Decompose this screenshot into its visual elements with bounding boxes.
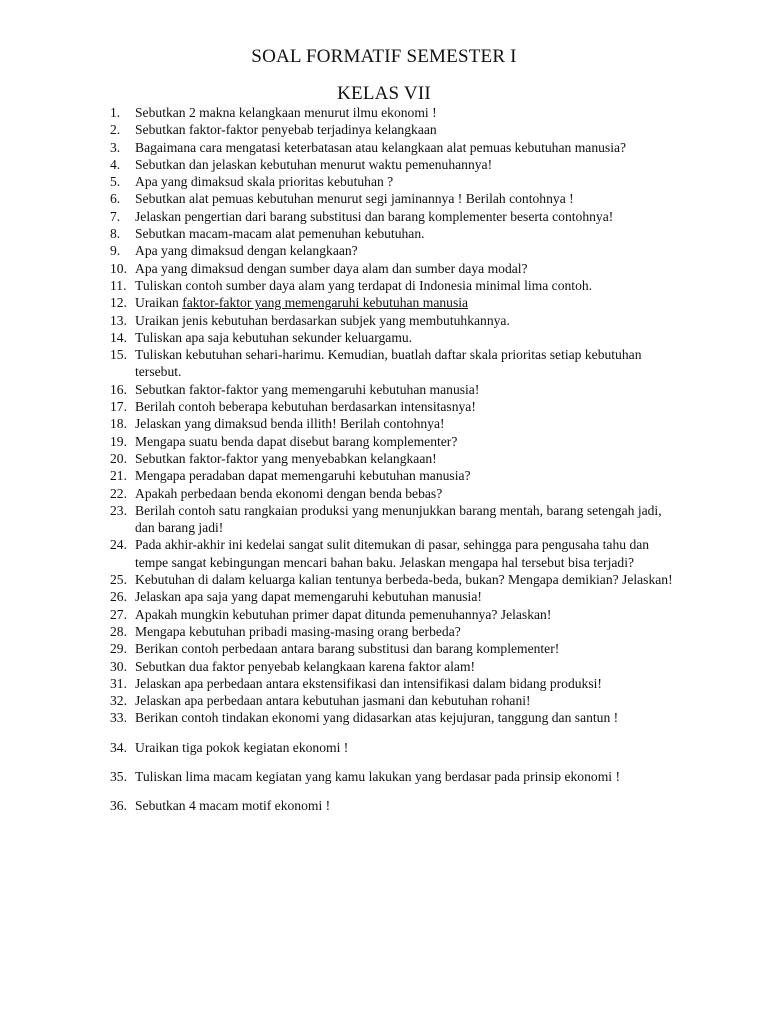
question-number: 19. — [110, 433, 127, 449]
question-number: 16. — [110, 381, 127, 397]
question-item — [110, 536, 676, 571]
question-item — [110, 588, 676, 605]
question-number: 15. — [110, 347, 127, 363]
question-item — [110, 277, 676, 294]
question-item — [110, 225, 676, 242]
question-item — [110, 121, 676, 138]
question-number: 12. — [110, 295, 127, 311]
question-text: Berilah contoh beberapa kebutuhan berdasarkan intensitasnya! — [135, 399, 476, 415]
question-item — [110, 415, 676, 432]
question-number: 22. — [110, 485, 127, 501]
question-item — [110, 156, 676, 173]
question-number: 35. — [110, 768, 127, 784]
question-number: 30. — [110, 658, 127, 674]
question-number: 9. — [110, 243, 121, 259]
question-number: 23. — [110, 502, 127, 518]
question-text: Apa yang dimaksud dengan sumber daya alam dan sumber daya modal? — [135, 260, 528, 276]
question-item — [110, 242, 676, 259]
question-text: Berilah contoh satu rangkaian produksi yang menunjukkan barang mentah, barang setengah jadi, dan barang jadi! — [135, 502, 662, 536]
question-text: Berikan contoh tindakan ekonomi yang didasarkan atas kejujuran, tanggung dan santun ! — [135, 710, 619, 726]
question-item — [110, 450, 676, 467]
question-item — [110, 139, 676, 156]
question-text-prefix: Uraikan — [135, 295, 183, 311]
question-list — [110, 104, 676, 815]
question-number: 8. — [110, 226, 121, 242]
question-text: Apakah mungkin kebutuhan primer dapat ditunda pemenuhannya? Jelaskan! — [135, 606, 552, 622]
question-text: Sebutkan 2 makna kelangkaan menurut ilmu ekonomi ! — [135, 105, 437, 120]
question-text: Uraikan jenis kebutuhan berdasarkan subjek yang membutuhkannya. — [135, 312, 510, 328]
question-number: 10. — [110, 260, 127, 276]
question-number: 1. — [110, 105, 121, 120]
question-item — [110, 208, 676, 225]
question-item — [110, 502, 676, 537]
question-text: Pada akhir-akhir ini kedelai sangat sulit ditemukan di pasar, sehingga para pengusaha tahu dan tempe sangat kebingungan mencari bahan baku. Jelaskan mengapa hal tersebut bisa terjadi? — [135, 537, 650, 570]
question-number: 24. — [110, 537, 127, 553]
question-number: 32. — [110, 693, 127, 709]
question-item — [110, 768, 676, 785]
question-number: 34. — [110, 739, 127, 755]
question-item — [110, 329, 676, 346]
question-item — [110, 104, 676, 121]
question-item — [110, 398, 676, 415]
question-number: 7. — [110, 208, 121, 224]
question-number: 25. — [110, 572, 127, 588]
question-text: Jelaskan yang dimaksud benda illith! Berilah contohnya! — [135, 416, 445, 432]
question-text: Tuliskan apa saja kebutuhan sekunder keluargamu. — [135, 329, 413, 345]
question-text: Sebutkan dan jelaskan kebutuhan menurut waktu pemenuhannya! — [135, 156, 493, 172]
question-item — [110, 485, 676, 502]
question-item — [110, 173, 676, 190]
question-number: 33. — [110, 710, 127, 726]
question-text: Apakah perbedaan benda ekonomi dengan benda bebas? — [135, 485, 443, 501]
question-item — [110, 294, 676, 311]
question-item — [110, 260, 676, 277]
question-text: Tuliskan lima macam kegiatan yang kamu lakukan yang berdasar pada prinsip ekonomi ! — [135, 768, 620, 784]
question-item — [110, 658, 676, 675]
question-number: 36. — [110, 798, 127, 814]
question-text: Sebutkan macam-macam alat pemenuhan kebutuhan. — [135, 226, 425, 242]
document-subtitle: KELAS VII — [337, 83, 431, 104]
question-number: 3. — [110, 139, 121, 155]
question-number: 6. — [110, 191, 121, 207]
question-text: Kebutuhan di dalam keluarga kalian tentunya berbeda-beda, bukan? Mengapa demikian? Jelaskan! — [135, 572, 673, 588]
question-text: Tuliskan kebutuhan sehari-harimu. Kemudian, buatlah daftar skala prioritas setiap kebutuhan tersebut. — [135, 347, 642, 380]
question-item — [110, 571, 676, 588]
question-number: 31. — [110, 675, 127, 691]
question-text: Uraikan tiga pokok kegiatan ekonomi ! — [135, 739, 349, 755]
question-text: Mengapa peradaban dapat memengaruhi kebutuhan manusia? — [135, 468, 471, 484]
question-item — [110, 433, 676, 450]
question-number: 27. — [110, 606, 127, 622]
question-item — [110, 467, 676, 484]
question-number: 2. — [110, 122, 121, 138]
question-number: 5. — [110, 174, 121, 190]
question-text: Tuliskan contoh sumber daya alam yang terdapat di Indonesia minimal lima contoh. — [135, 277, 593, 293]
question-number: 28. — [110, 623, 127, 639]
question-item — [110, 797, 676, 814]
document-title: SOAL FORMATIF SEMESTER I — [251, 46, 517, 67]
question-text — [135, 295, 468, 310]
question-item — [110, 692, 676, 709]
question-text: Apa yang dimaksud skala prioritas kebutuhan ? — [135, 174, 394, 190]
question-text: Bagaimana cara mengatasi keterbatasan atau kelangkaan alat pemuas kebutuhan manusia? — [135, 139, 627, 155]
question-text: Jelaskan apa saja yang dapat memengaruhi kebutuhan manusia! — [135, 589, 482, 605]
question-text: Berikan contoh perbedaan antara barang substitusi dan barang komplementer! — [135, 641, 560, 657]
question-text: Jelaskan apa perbedaan antara kebutuhan jasmani dan kebutuhan rohani! — [135, 693, 531, 709]
question-text: Apa yang dimaksud dengan kelangkaan? — [135, 243, 358, 259]
question-text: Mengapa kebutuhan pribadi masing-masing orang berbeda? — [135, 623, 461, 639]
question-item — [110, 675, 676, 692]
question-item — [110, 190, 676, 207]
question-text: Jelaskan pengertian dari barang substitusi dan barang komplementer beserta contohnya! — [135, 208, 614, 224]
question-text: Sebutkan faktor-faktor penyebab terjadinya kelangkaan — [135, 122, 437, 138]
question-number: 14. — [110, 329, 127, 345]
question-number: 18. — [110, 416, 127, 432]
question-text: Sebutkan dua faktor penyebab kelangkaan karena faktor alam! — [135, 658, 476, 674]
question-number: 26. — [110, 589, 127, 605]
question-item — [110, 606, 676, 623]
question-item — [110, 640, 676, 657]
question-item — [110, 312, 676, 329]
question-number: 21. — [110, 468, 127, 484]
question-text: Jelaskan apa perbedaan antara ekstensifikasi dan intensifikasi dalam bidang produksi! — [135, 675, 602, 691]
question-number: 4. — [110, 156, 121, 172]
question-number: 20. — [110, 450, 127, 466]
question-item — [110, 709, 676, 726]
question-number: 11. — [110, 277, 127, 293]
question-text: Sebutkan 4 macam motif ekonomi ! — [135, 798, 331, 814]
question-text: Sebutkan faktor-faktor yang menyebabkan kelangkaan! — [135, 450, 437, 466]
question-item — [110, 623, 676, 640]
question-item — [110, 346, 676, 381]
question-number: 13. — [110, 312, 127, 328]
question-number: 29. — [110, 641, 127, 657]
question-number: 17. — [110, 399, 127, 415]
question-text: Mengapa suatu benda dapat disebut barang komplementer? — [135, 433, 458, 449]
question-item — [110, 381, 676, 398]
question-text-underlined: faktor-faktor yang memengaruhi kebutuhan manusia — [182, 295, 469, 311]
question-text: Sebutkan alat pemuas kebutuhan menurut segi jaminannya ! Berilah contohnya ! — [135, 191, 574, 207]
question-text: Sebutkan faktor-faktor yang memengaruhi kebutuhan manusia! — [135, 381, 480, 397]
question-item — [110, 739, 676, 756]
